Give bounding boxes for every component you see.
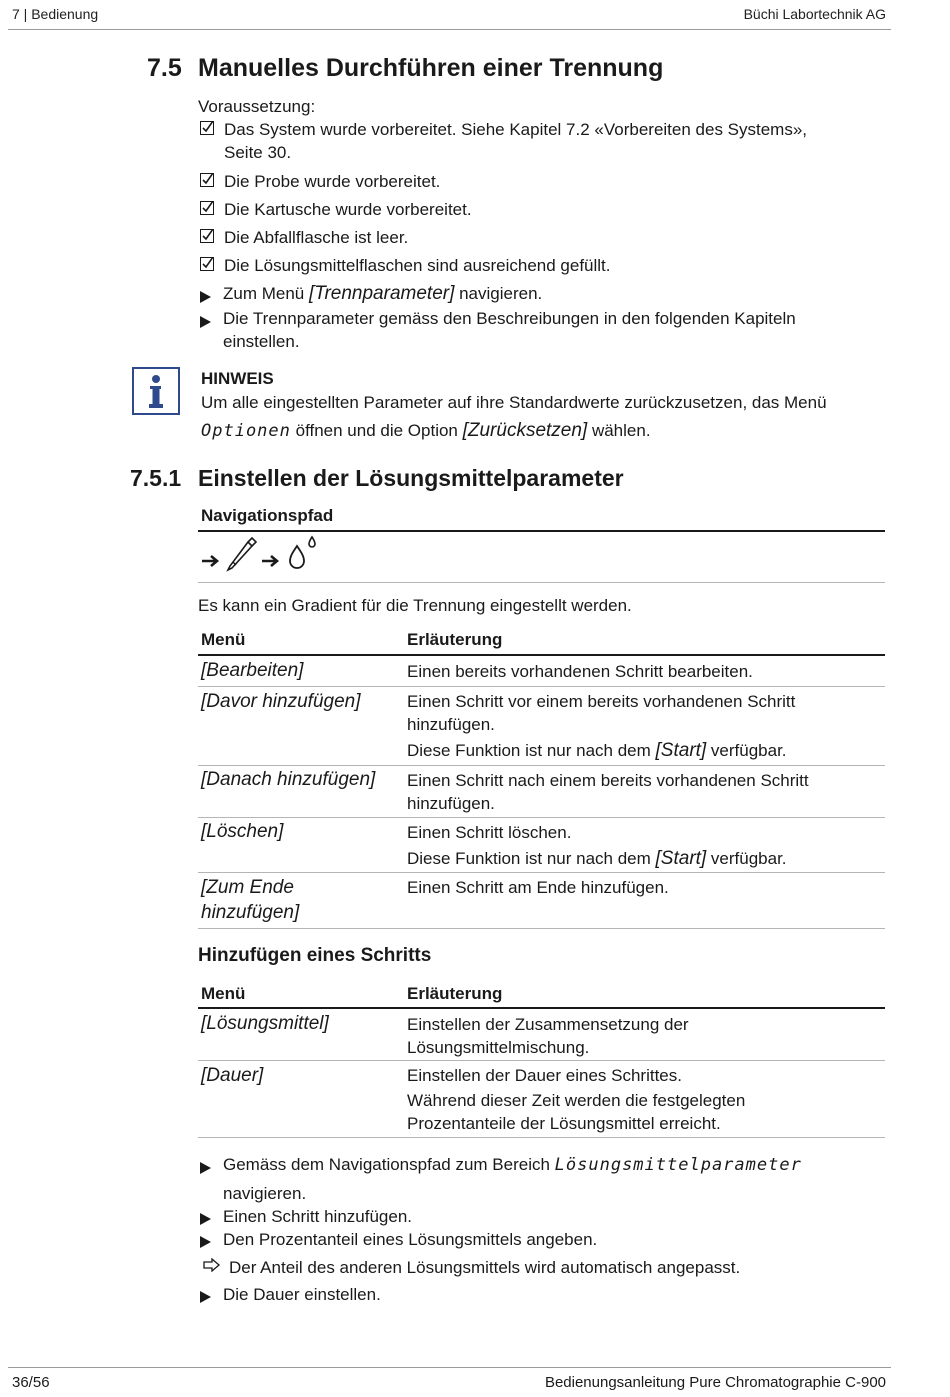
step-navigate bbox=[223, 282, 542, 305]
menu-name: [Start] bbox=[655, 848, 707, 869]
table-cell-explanation: Einen Schritt löschen. bbox=[407, 823, 572, 842]
table-cell-explanation: Einen bereits vorhandenen Schritt bearbeiten. bbox=[407, 662, 753, 681]
table-cell-menu: [Lösungsmittel] bbox=[201, 1013, 329, 1034]
nav-path-bottom-rule bbox=[198, 582, 885, 583]
note-text: verfügbar. bbox=[706, 849, 787, 868]
table-header-menu: Menü bbox=[201, 984, 246, 1003]
table-cell-explanation-cont: hinzufügen. bbox=[407, 715, 495, 734]
table-cell-menu: [Zum Ende bbox=[201, 877, 294, 898]
table-cell-note bbox=[407, 739, 787, 762]
arrow-right-icon bbox=[202, 556, 217, 566]
step-text: navigieren. bbox=[454, 284, 543, 303]
step-text: Gemäss dem Navigationspfad zum Bereich bbox=[223, 1155, 555, 1174]
header-rule bbox=[8, 29, 891, 30]
menu-name: Optionen bbox=[201, 421, 291, 441]
step-text: Zum Menü bbox=[223, 284, 309, 303]
table-cell-explanation: Einstellen der Dauer eines Schrittes. bbox=[407, 1066, 682, 1085]
table-row-rule bbox=[198, 817, 885, 818]
solvent-drops-icon bbox=[290, 537, 315, 568]
note-text: Diese Funktion ist nur nach dem bbox=[407, 741, 656, 760]
footer-rule bbox=[8, 1367, 891, 1368]
note-text: verfügbar. bbox=[706, 741, 787, 760]
table-row-rule bbox=[198, 686, 885, 687]
notice-text: öffnen und die Option bbox=[290, 421, 463, 440]
table-cell-explanation-cont: Lösungsmittelmischung. bbox=[407, 1038, 590, 1057]
prereq-item-cont: Seite 30. bbox=[224, 143, 292, 162]
subsection-title: Einstellen der Lösungsmittelparameter bbox=[198, 465, 624, 491]
intro-text: Es kann ein Gradient für die Trennung eingestellt werden. bbox=[198, 596, 632, 615]
step-percentage: Den Prozentanteil eines Lösungsmittels angeben. bbox=[223, 1230, 598, 1249]
table-cell-menu: [Dauer] bbox=[201, 1065, 264, 1086]
table-cell-explanation: Einstellen der Zusammensetzung der bbox=[407, 1015, 689, 1034]
table-cell-explanation: Einen Schritt nach einem bereits vorhandenen Schritt bbox=[407, 771, 809, 790]
section-number: 7.5 bbox=[147, 54, 182, 82]
bullet-triangle-icon bbox=[200, 1288, 211, 1308]
bullet-triangle-icon bbox=[200, 288, 211, 308]
running-header-left: 7 | Bedienung bbox=[12, 6, 99, 22]
table-cell-explanation-cont: Prozentanteile der Lösungsmittel erreicht. bbox=[407, 1114, 721, 1133]
prereq-item: Die Abfallflasche ist leer. bbox=[224, 228, 409, 247]
page-number: 36/56 bbox=[12, 1374, 50, 1391]
bullet-triangle-icon bbox=[200, 1233, 211, 1253]
table-cell-explanation: Einen Schritt vor einem bereits vorhandenen Schritt bbox=[407, 692, 796, 711]
prereq-item: Die Probe wurde vorbereitet. bbox=[224, 172, 441, 191]
step-duration: Die Dauer einstellen. bbox=[223, 1285, 381, 1304]
notice-title: HINWEIS bbox=[201, 369, 274, 388]
table-cell-menu: [Davor hinzufügen] bbox=[201, 691, 361, 712]
step-navigate-area bbox=[223, 1153, 802, 1177]
table-cell-explanation-cont: hinzufügen. bbox=[407, 794, 495, 813]
prereq-label: Voraussetzung: bbox=[198, 97, 316, 116]
table-header-explanation: Erläuterung bbox=[407, 630, 503, 649]
menu-name: [Trennparameter] bbox=[308, 283, 455, 304]
table-cell-menu-cont: hinzufügen] bbox=[201, 902, 300, 923]
prereq-item: Die Kartusche wurde vorbereitet. bbox=[224, 200, 472, 219]
table-cell-menu: [Danach hinzufügen] bbox=[201, 769, 376, 790]
step-result: Der Anteil des anderen Lösungsmittels wird automatisch angepasst. bbox=[229, 1258, 741, 1277]
table-header-rule bbox=[198, 654, 885, 656]
bullet-triangle-icon bbox=[200, 1210, 211, 1230]
nav-path-rule bbox=[198, 530, 885, 532]
note-text: Diese Funktion ist nur nach dem bbox=[407, 849, 656, 868]
table-bottom-rule bbox=[198, 928, 885, 929]
table-header-rule bbox=[198, 1007, 885, 1009]
table-cell-menu: [Bearbeiten] bbox=[201, 660, 304, 681]
table-bottom-rule bbox=[198, 1137, 885, 1138]
bullet-triangle-icon bbox=[200, 1159, 211, 1179]
checkbox-icon bbox=[200, 201, 214, 215]
option-name: [Zurücksetzen] bbox=[462, 420, 588, 441]
section-title: Manuelles Durchführen einer Trennung bbox=[198, 54, 664, 82]
step-set-params: Die Trennparameter gemäss den Beschreibungen in den folgenden Kapiteln bbox=[223, 309, 796, 328]
info-icon bbox=[132, 367, 180, 415]
running-header-right: Büchi Labortechnik AG bbox=[743, 6, 886, 22]
table-row-rule bbox=[198, 765, 885, 766]
table-cell-note bbox=[407, 847, 787, 870]
subsection-number: 7.5.1 bbox=[130, 465, 182, 491]
notice-text: wählen. bbox=[587, 421, 651, 440]
sub-heading: Hinzufügen eines Schritts bbox=[198, 945, 432, 966]
table-cell-explanation-cont: Während dieser Zeit werden die festgelegten bbox=[407, 1091, 746, 1110]
table-header-explanation: Erläuterung bbox=[407, 984, 503, 1003]
step-navigate-area-cont: navigieren. bbox=[223, 1184, 307, 1203]
checkbox-icon bbox=[200, 121, 214, 135]
checkbox-icon bbox=[200, 229, 214, 243]
notice-text: Um alle eingestellten Parameter auf ihre Standardwerte zurückzusetzen, das Menü bbox=[201, 393, 827, 412]
result-arrow-icon bbox=[203, 1258, 221, 1272]
arrow-right-icon bbox=[262, 556, 277, 566]
bullet-triangle-icon bbox=[200, 313, 211, 333]
menu-name: [Start] bbox=[655, 740, 707, 761]
pencil-icon bbox=[228, 538, 256, 570]
step-add: Einen Schritt hinzufügen. bbox=[223, 1207, 413, 1226]
document-title: Bedienungsanleitung Pure Chromatographie C-900 bbox=[544, 1374, 886, 1391]
step-set-params-cont: einstellen. bbox=[223, 332, 300, 351]
nav-path-icons bbox=[198, 534, 328, 574]
table-cell-explanation: Einen Schritt am Ende hinzufügen. bbox=[407, 878, 669, 897]
notice-text-cont bbox=[201, 419, 651, 443]
table-header-menu: Menü bbox=[201, 630, 246, 649]
area-name: Lösungsmittelparameter bbox=[554, 1155, 802, 1175]
nav-path-label: Navigationspfad bbox=[201, 506, 334, 525]
prereq-item: Das System wurde vorbereitet. Siehe Kapitel 7.2 «Vorbereiten des Systems», bbox=[224, 120, 808, 139]
table-row-rule bbox=[198, 1060, 885, 1061]
table-cell-menu: [Löschen] bbox=[201, 821, 284, 842]
checkbox-icon bbox=[200, 173, 214, 187]
prereq-item: Die Lösungsmittelflaschen sind ausreichend gefüllt. bbox=[224, 256, 611, 275]
checkbox-icon bbox=[200, 257, 214, 271]
table-row-rule bbox=[198, 872, 885, 873]
